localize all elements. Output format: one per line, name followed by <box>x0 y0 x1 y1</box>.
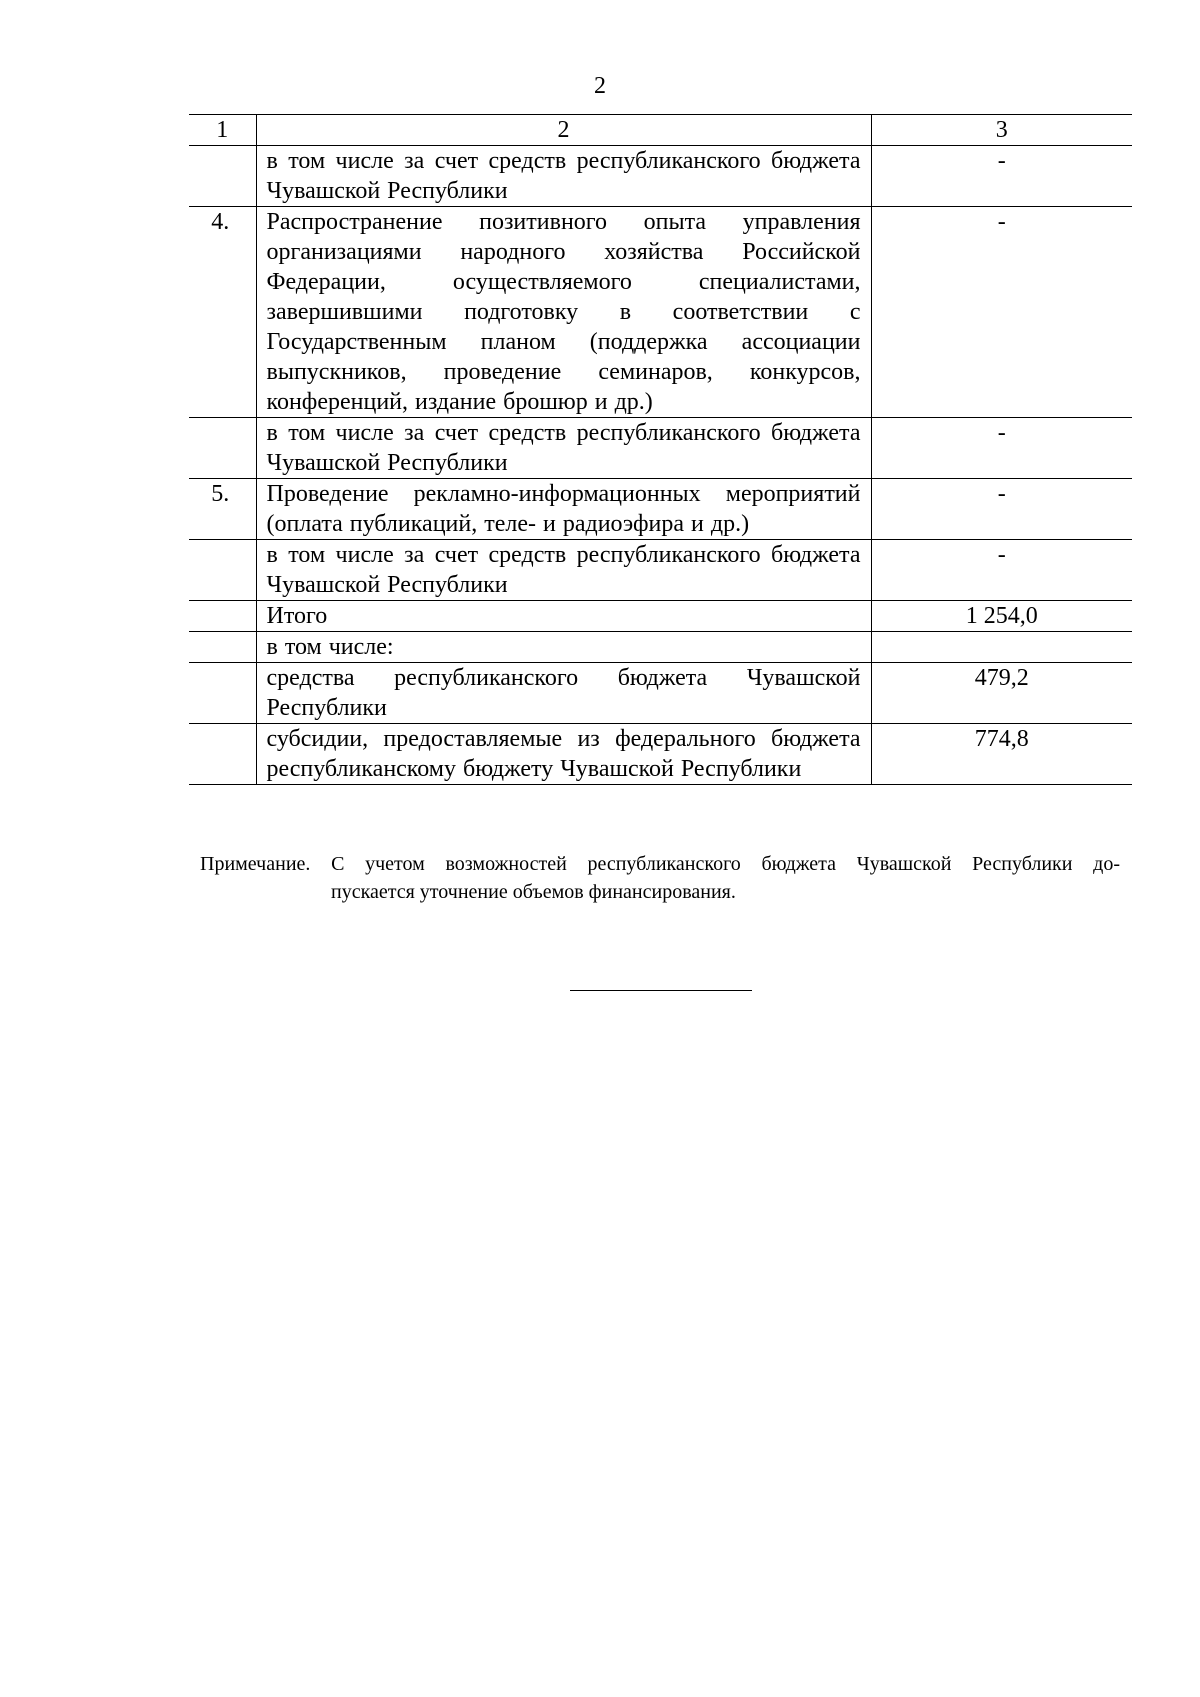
row-description: в том числе за счет средств республиканского бюджета Чувашской Республики <box>256 418 871 479</box>
footnote <box>200 850 1120 906</box>
page-number: 2 <box>594 73 606 99</box>
row-value: - <box>871 540 1132 601</box>
row-value <box>871 632 1132 663</box>
row-number <box>189 663 256 724</box>
table-row <box>189 663 1132 724</box>
row-value: - <box>871 418 1132 479</box>
table-row <box>189 479 1132 540</box>
table-row <box>189 207 1132 418</box>
row-description: субсидии, предоставляемые из федерального бюджета республиканскому бюджету Чувашской Республики <box>256 724 871 785</box>
row-number <box>189 418 256 479</box>
table-row <box>189 540 1132 601</box>
row-description: в том числе за счет средств республиканского бюджета Чувашской Республики <box>256 540 871 601</box>
row-value: 479,2 <box>871 663 1132 724</box>
row-number <box>189 601 256 632</box>
row-description: в том числе за счет средств республиканского бюджета Чувашской Республики <box>256 146 871 207</box>
row-description: средства республиканского бюджета Чувашской Республики <box>256 663 871 724</box>
table-row-total <box>189 601 1132 632</box>
funding-table <box>189 114 1132 785</box>
row-description: Итого <box>256 601 871 632</box>
row-value: - <box>871 146 1132 207</box>
table-header-row <box>189 115 1132 146</box>
row-number <box>189 632 256 663</box>
footnote-text-line1: С учетом возможностей республиканского бюджета Чувашской Республики до- <box>331 853 1120 875</box>
footnote-first-line <box>200 850 1120 878</box>
row-value: - <box>871 479 1132 540</box>
row-number: 4. <box>189 207 256 418</box>
row-value: - <box>871 207 1132 418</box>
table-row <box>189 146 1132 207</box>
table-row <box>189 724 1132 785</box>
row-number <box>189 146 256 207</box>
header-col-3: 3 <box>871 115 1132 146</box>
table-row <box>189 632 1132 663</box>
row-number: 5. <box>189 479 256 540</box>
row-value: 774,8 <box>871 724 1132 785</box>
footnote-text-line2: пускается уточнение объемов финансирования. <box>331 881 736 903</box>
header-col-2: 2 <box>256 115 871 146</box>
row-description: в том числе: <box>256 632 871 663</box>
row-number <box>189 540 256 601</box>
footnote-label: Примечание. <box>200 853 311 875</box>
row-description: Проведение рекламно-информационных мероприятий (оплата публикаций, теле- и радиоэфира и др.) <box>256 479 871 540</box>
header-col-1: 1 <box>189 115 256 146</box>
row-value: 1 254,0 <box>871 601 1132 632</box>
table-row <box>189 418 1132 479</box>
row-description: Распространение позитивного опыта управления организациями народного хозяйства Российской Федерации, осуществляемого специалистами, завершившими подготовку в соответствии с Государственным планом (поддержка ассоциации выпускников, проведение семинаров, конкурсов, конференций, издание брошюр и др.) <box>256 207 871 418</box>
row-number <box>189 724 256 785</box>
end-divider <box>570 990 752 991</box>
